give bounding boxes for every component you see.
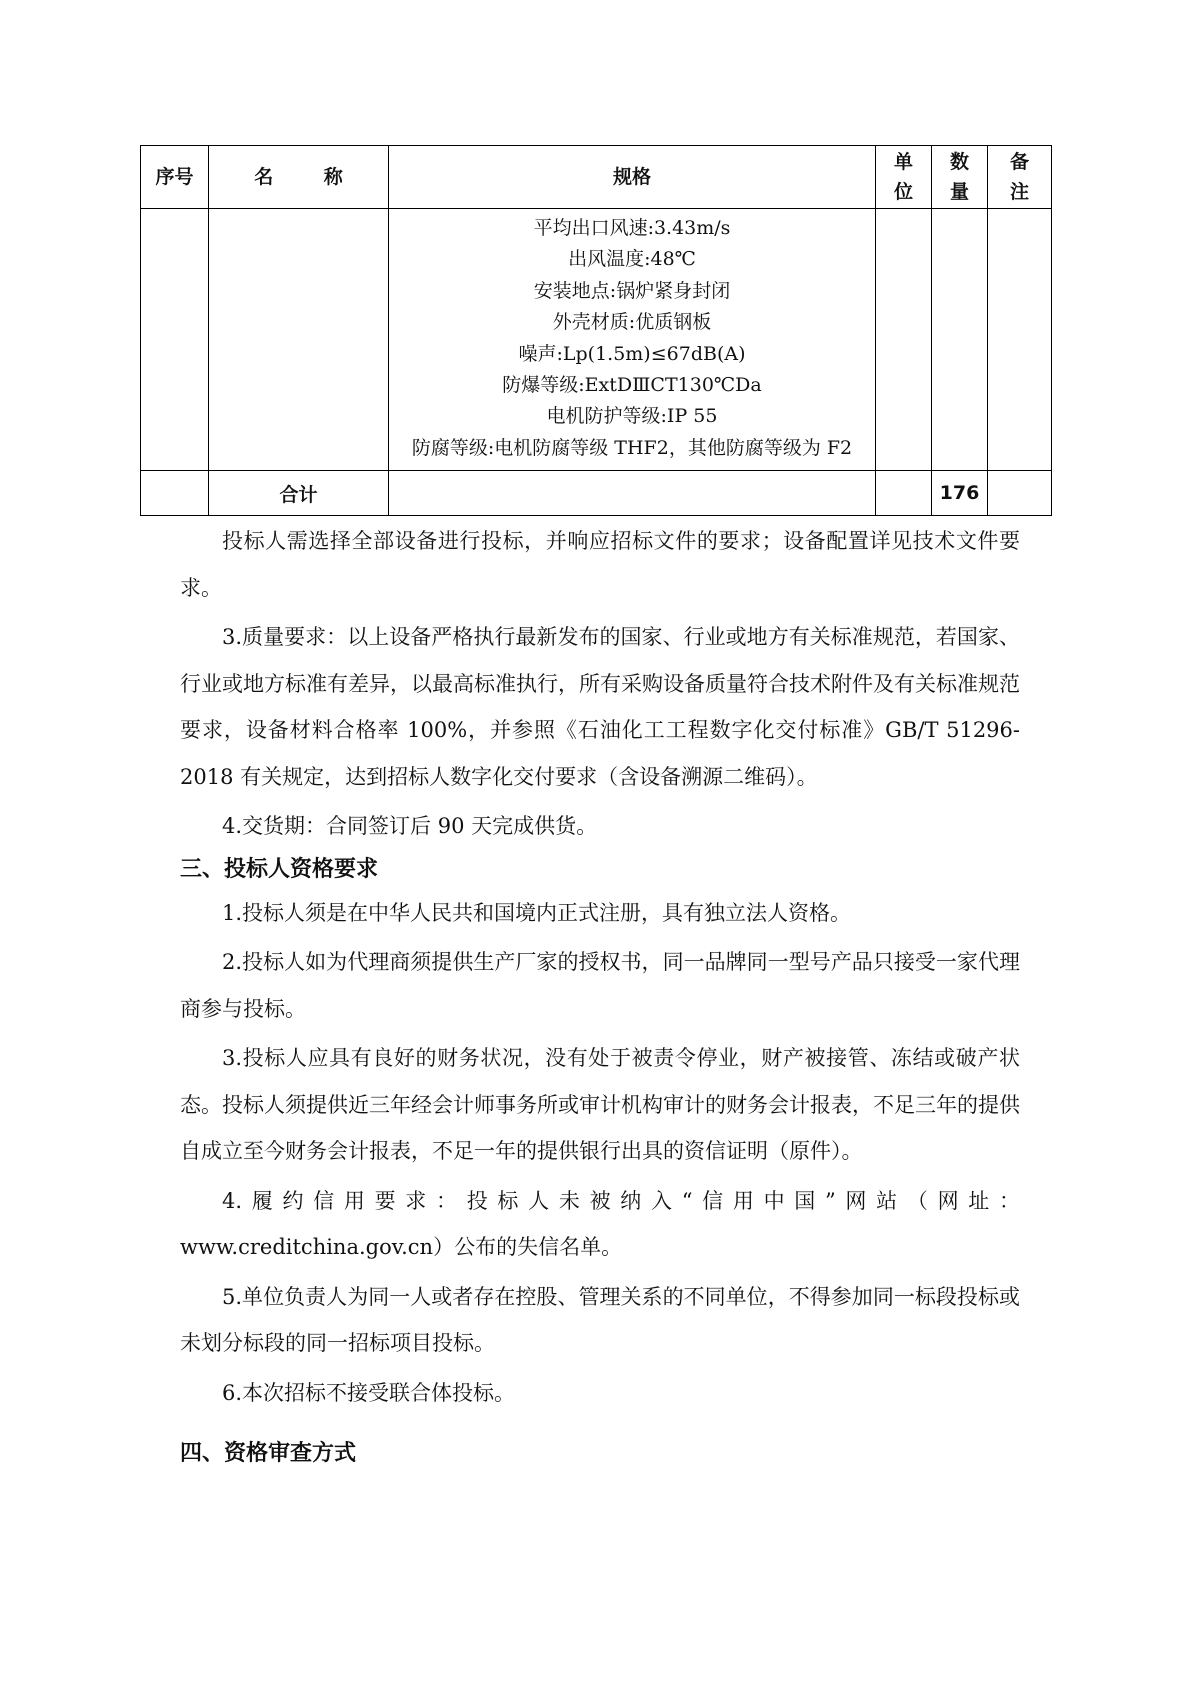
paragraph-delivery: 4.交货期：合同签订后 90 天完成供货。 xyxy=(222,814,598,838)
total-quantity: 176 xyxy=(932,471,988,516)
header-spec: 规格 xyxy=(389,146,876,209)
header-name xyxy=(209,146,389,209)
header-seq: 序号 xyxy=(141,146,209,209)
qualification-item-1: 1.投标人须是在中华人民共和国境内正式注册，具有独立法人资格。 xyxy=(222,900,852,925)
spec-lines xyxy=(389,209,875,470)
cell-seq xyxy=(141,209,209,471)
header-unit xyxy=(876,146,932,209)
table-row xyxy=(141,209,1052,471)
qualification-item-3: 3.投标人应具有良好的财务状况，没有处于被责令停业，财产被接管、冻结或破产状态。投标人须提供近三年经会计师事务所或审计机构审计的财务会计报表，不足三年的提供自成立至今财务会计报表，不足一年的提供银行出具的资信证明（原件）。 xyxy=(180,1046,1020,1163)
section-heading-review: 四、资格审查方式 xyxy=(180,1441,357,1466)
spec-line: 安装地点:锅炉紧身封闭 xyxy=(533,279,731,302)
total-label: 合计 xyxy=(209,471,389,516)
header-qty-line1: 数 xyxy=(949,151,969,173)
paragraph-quality: 3.质量要求：以上设备严格执行最新发布的国家、行业或地方有关标准规范，若国家、行业或地方标准有差异，以最高标准执行，所有采购设备质量符合技术附件及有关标准规范要求，设备材料合格率 100%，并参照《石油化工工程数字化交付标准》GB/T 51296-2018 有关规定，达到招标人数字化交付要求（含设备溯源二维码）。 xyxy=(180,625,1020,789)
table-total-row xyxy=(141,471,1052,516)
total-unit xyxy=(876,471,932,516)
header-qty xyxy=(932,146,988,209)
spec-line: 出风温度:48℃ xyxy=(568,248,696,271)
cell-unit xyxy=(876,209,932,471)
total-remark xyxy=(988,471,1052,516)
cell-spec xyxy=(389,209,876,471)
header-remark xyxy=(988,146,1052,209)
header-unit-line2: 位 xyxy=(893,181,913,203)
paragraph-equipment-note: 投标人需选择全部设备进行投标，并响应招标文件的要求；设备配置详见技术文件要求。 xyxy=(180,529,1020,600)
total-seq xyxy=(141,471,209,516)
qualification-item-6: 6.本次招标不接受联合体投标。 xyxy=(222,1380,516,1405)
spec-line: 平均出口风速:3.43m/s xyxy=(533,217,731,239)
qualification-item-4: 4.履约信用要求：投标人未被纳入“信用中国”网站（网址：www.creditchina.gov.cn）公布的失信名单。 xyxy=(180,1188,1020,1259)
spec-line: 防爆等级:ExtDⅢCT130℃Da xyxy=(502,374,762,397)
header-qty-line2: 量 xyxy=(949,181,969,203)
cell-remark xyxy=(988,209,1052,471)
spec-line: 噪声:Lp(1.5m)≤67dB(A) xyxy=(518,342,746,365)
cell-qty xyxy=(932,209,988,471)
qualification-item-2: 2.投标人如为代理商须提供生产厂家的授权书，同一品牌同一型号产品只接受一家代理商参与投标。 xyxy=(180,950,1020,1021)
total-spec xyxy=(389,471,876,516)
header-name-label: 名 称 xyxy=(254,166,365,188)
header-remark-line1: 备 xyxy=(1009,151,1029,173)
header-remark-line2: 注 xyxy=(1009,181,1029,203)
spec-line: 电机防护等级:IP 55 xyxy=(546,405,718,428)
body-text xyxy=(180,518,1020,1474)
spec-line: 防腐等级:电机防腐等级 THF2，其他防腐等级为 F2 xyxy=(411,436,853,459)
cell-name xyxy=(209,209,389,471)
header-unit-line1: 单 xyxy=(893,151,913,173)
qualification-item-5: 5.单位负责人为同一人或者存在控股、管理关系的不同单位，不得参加同一标段投标或未划分标段的同一招标项目投标。 xyxy=(180,1284,1020,1355)
spec-line: 外壳材质:优质钢板 xyxy=(552,311,712,334)
equipment-table xyxy=(140,145,1052,516)
section-heading-qualification: 三、投标人资格要求 xyxy=(180,856,379,882)
table-header-row xyxy=(141,146,1052,209)
